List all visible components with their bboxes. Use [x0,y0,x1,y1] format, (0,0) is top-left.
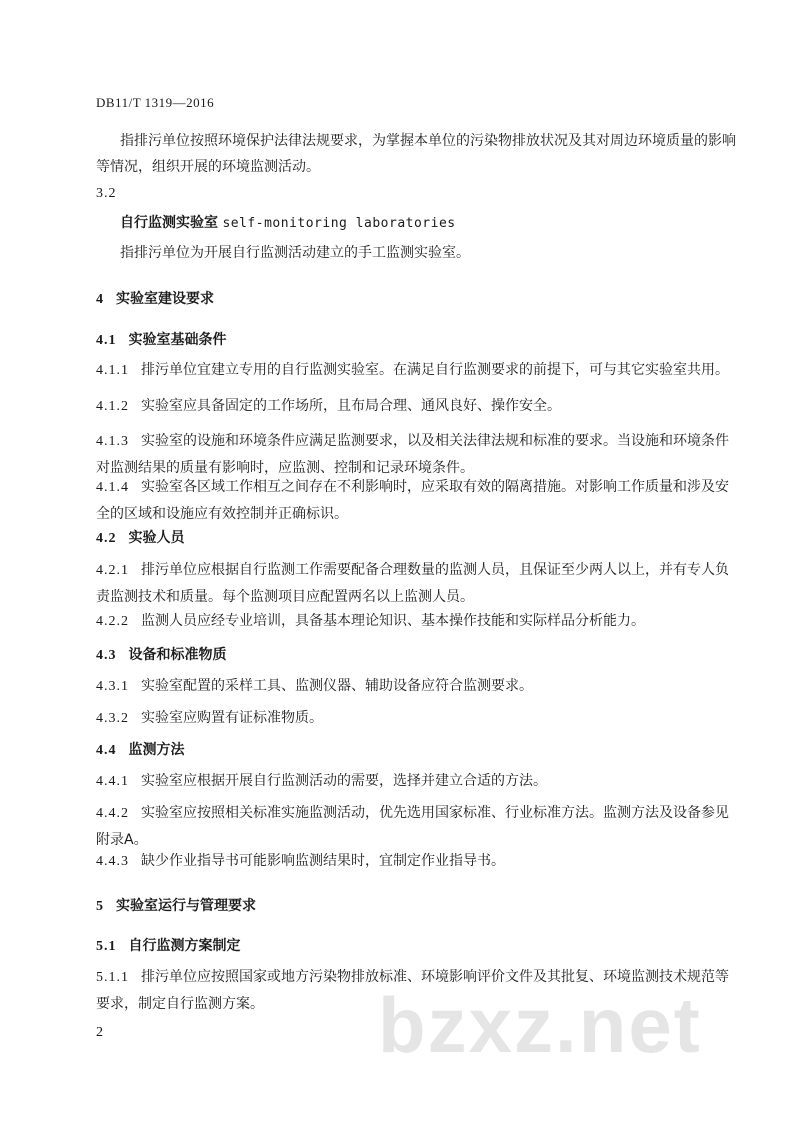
clause-number: 4.1.2 [96,399,129,414]
clause-text: 实验室的设施和环境条件应满足监测要求，以及相关法律法规和标准的要求。当设施和环境条件对监测结果的质量有影响时，应监测、控制和记录环境条件。 [96,433,729,476]
clause-text: 实验室应根据开展自行监测活动的需要，选择并建立合适的方法。 [141,773,547,789]
clause-text: 监测人员应经专业培训，具备基本理论知识、基本操作技能和实际样品分析能力。 [141,613,645,629]
clause-number: 4.1.3 [96,434,129,449]
clause-4-4-2 [96,800,736,853]
term-definition: 指排污单位为开展自行监测活动建立的手工监测实验室。 [120,245,470,261]
clause-number: 4.3.1 [96,679,129,694]
clause-4-3-1 [96,673,736,700]
section-4-heading [96,286,736,313]
clause-number: 4.1.4 [96,480,129,495]
section-4-1-heading [96,327,736,354]
section-5-heading [96,893,736,920]
clause-4-2-1 [96,557,736,610]
clause-4-4-3 [96,848,736,875]
clause-4-3-2 [96,705,736,732]
clause-number: 4.4.3 [96,854,129,869]
section-title: 实验室建设要求 [116,291,214,307]
term-english: self-monitoring laboratories [222,216,456,231]
clause-text: 实验室应具备固定的工作场所，且布局合理、通风良好、操作安全。 [141,398,561,414]
clause-number: 4.1.1 [96,363,129,378]
section-number: 4.4 [96,743,117,758]
term-heading [96,210,736,237]
section-number: 5 [96,899,104,914]
section-title: 设备和标准物质 [128,647,227,663]
section-number: 4 [96,292,104,307]
clause-4-2-2 [96,608,736,635]
clause-text: 排污单位宜建立专用的自行监测实验室。在满足自行监测要求的前提下，可与其它实验室共用。 [141,362,729,378]
watermark: bzxz.net [378,981,702,1069]
clause-text: 排污单位应按照国家或地方污染物排放标准、环境影响评价文件及其批复、环境监测技术规范等要求，制定自行监测方案。 [96,969,729,1012]
clause-number: 4.2.1 [96,563,129,578]
section-title: 实验室运行与管理要求 [116,898,256,914]
clause-4-4-1 [96,768,736,795]
standard-code-header: DB11/T 1319—2016 [96,95,215,110]
clause-text: 实验室配置的采样工具、监测仪器、辅助设备应符合监测要求。 [141,678,533,694]
clause-number: 3.2 [96,186,117,201]
clause-3-2-number [96,180,736,207]
clause-text: 实验室应按照相关标准实施监测活动，优先选用国家标准、行业标准方法。监测方法及设备参见附录A。 [96,805,729,848]
section-number: 5.1 [96,939,117,954]
section-4-4-heading [96,737,736,764]
clause-number: 4.3.2 [96,711,129,726]
clause-4-1-4 [96,474,736,527]
clause-text: 实验室应购置有证标准物质。 [141,710,323,726]
section-number: 4.2 [96,531,117,546]
page-number: 2 [96,1025,103,1040]
term-chinese: 自行监测实验室 [120,215,218,231]
section-5-1-heading [96,933,736,960]
section-number: 4.3 [96,648,117,663]
clause-number: 4.4.1 [96,774,129,789]
section-number: 4.1 [96,333,117,348]
clause-4-1-2 [96,393,736,420]
section-4-3-heading [96,642,736,669]
section-title: 实验室基础条件 [128,332,227,348]
clause-number: 4.2.2 [96,614,129,629]
section-title: 监测方法 [128,742,185,758]
section-title: 实验人员 [128,530,185,546]
clause-number: 5.1.1 [96,970,129,985]
definition-paragraph: 指排污单位按照环境保护法律法规要求，为掌握本单位的污染物排放状况及其对周边环境质量的影响等情况，组织开展的环境监测活动。 [96,133,736,175]
section-4-2-heading [96,525,736,552]
clause-text: 缺少作业指导书可能影响监测结果时，宜制定作业指导书。 [141,853,505,869]
clause-text: 实验室各区域工作相互之间存在不利影响时，应采取有效的隔离措施。对影响工作质量和涉及安全的区域和设施应有效控制并正确标识。 [96,479,729,522]
clause-number: 4.4.2 [96,806,129,821]
section-title: 自行监测方案制定 [128,938,241,954]
clause-text: 排污单位应根据自行监测工作需要配备合理数量的监测人员，且保证至少两人以上，并有专人负责监测技术和质量。每个监测项目应配置两名以上监测人员。 [96,562,729,605]
clause-4-1-1 [96,357,736,384]
